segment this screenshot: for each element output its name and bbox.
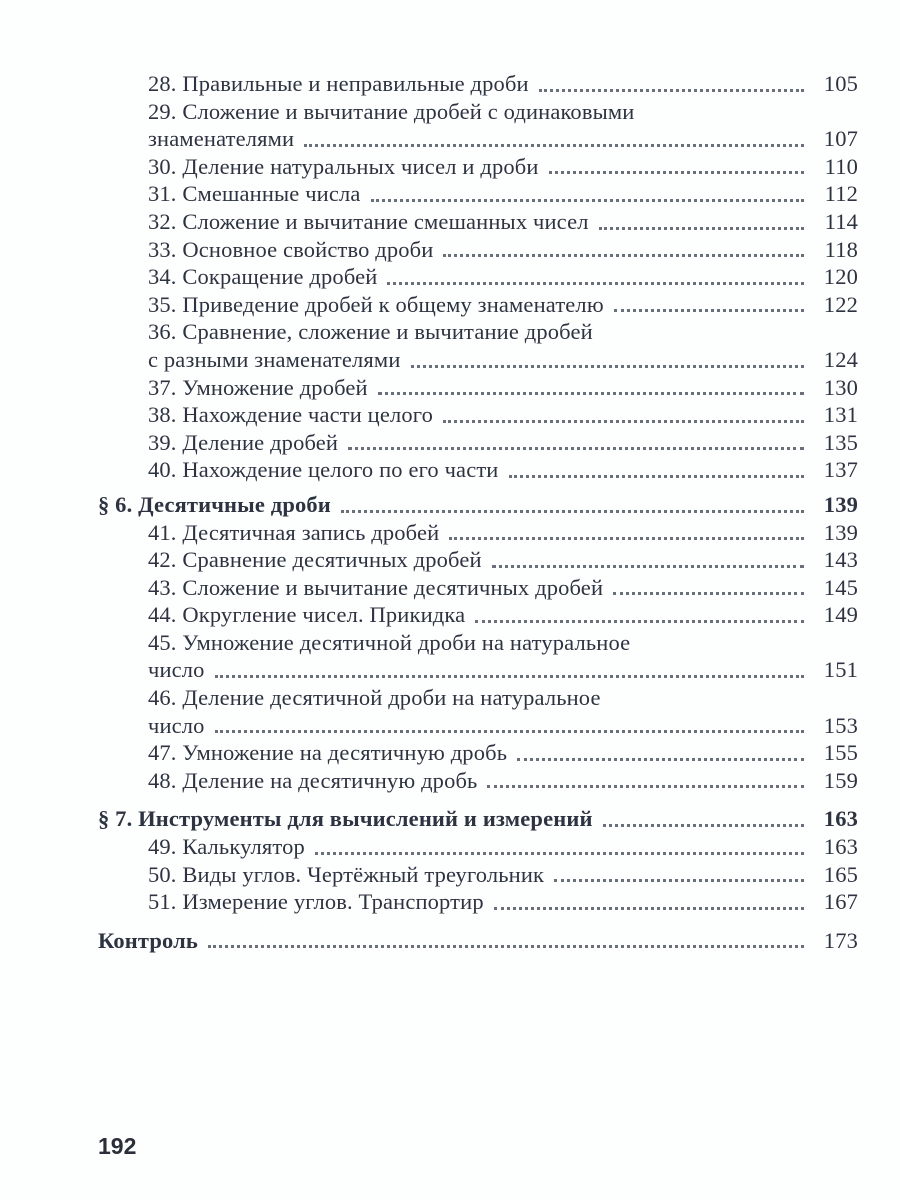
dot-leader (517, 758, 804, 761)
toc-entry-title: 31. Смешанные числа (148, 181, 361, 207)
toc-entry-title: 28. Правильные и неправильные дроби (148, 71, 529, 96)
dot-leader (443, 420, 804, 423)
toc-entry-page: 131 (823, 402, 858, 428)
toc-entry-36[interactable] (98, 346, 858, 374)
toc-entry-42[interactable] (98, 546, 858, 574)
dot-leader (215, 675, 804, 678)
toc-entry-page: 167 (823, 889, 858, 915)
dot-leader (215, 730, 804, 733)
dot-leader (599, 227, 804, 230)
toc-entry-title: 40. Нахождение целого по его части (148, 457, 499, 483)
toc-entry-title: 36. Сравнение, сложение и вычитание дробей (148, 319, 593, 345)
toc-entry-46[interactable] (98, 712, 858, 740)
toc-entry-title-cont: с разными знаменателями (148, 346, 401, 372)
dot-leader (387, 282, 804, 285)
dot-leader (348, 447, 804, 450)
toc-entry-title: 37. Умножение дробей (148, 374, 368, 400)
toc-entry-page: 153 (823, 712, 858, 738)
toc-entry-page: 118 (824, 236, 858, 262)
dot-leader (613, 592, 804, 595)
toc-section-title: § 6. Десятичные дроби (98, 491, 331, 517)
toc-entry-title: 50. Виды углов. Чертёжный треугольник (148, 861, 545, 887)
dot-leader (492, 565, 804, 568)
toc-entry-page: 165 (823, 861, 858, 887)
toc-entry-page: 137 (823, 457, 858, 483)
dot-leader (315, 852, 804, 855)
toc-entry-page: 149 (823, 602, 858, 628)
toc-entry-title: 45. Умножение десятичной дроби на натуральное (148, 629, 631, 655)
toc-section-title: § 7. Инструменты для вычислений и измерений (98, 806, 593, 832)
toc-entry-46-line1[interactable] (98, 684, 858, 712)
toc-entry-41[interactable] (98, 519, 858, 547)
toc-entry-33[interactable] (98, 236, 858, 264)
dot-leader (371, 199, 804, 202)
toc-entry-page: 110 (824, 153, 858, 179)
toc-entry-page: 114 (824, 208, 858, 234)
toc-entry-28[interactable] (98, 70, 858, 98)
toc-entry-page: 163 (823, 834, 858, 860)
toc-entry-32[interactable] (98, 208, 858, 236)
toc-entry-34[interactable] (98, 263, 858, 291)
toc-entry-50[interactable] (98, 861, 858, 889)
toc-entry-title: 49. Калькулятор (148, 834, 305, 860)
toc-entry-page: 151 (823, 657, 858, 683)
toc-entry-40[interactable] (98, 456, 858, 484)
dot-leader (411, 365, 804, 368)
toc-entry-title-cont: число (148, 712, 205, 738)
toc-entry-page: 143 (823, 547, 858, 573)
toc-entry-title: 33. Основное свойство дроби (148, 236, 434, 262)
toc-entry-page: 122 (823, 291, 858, 317)
toc-entry-page: 120 (823, 264, 858, 290)
table-of-contents (98, 70, 858, 954)
toc-entry-39[interactable] (98, 429, 858, 457)
dot-leader (549, 171, 804, 174)
dot-leader (378, 392, 804, 395)
toc-entry-43[interactable] (98, 574, 858, 602)
toc-entry-page: 139 (823, 519, 858, 545)
toc-entry-51[interactable] (98, 888, 858, 916)
toc-entry-page: 124 (823, 346, 858, 372)
toc-entry-45[interactable] (98, 656, 858, 684)
toc-entry-title: 41. Десятичная запись дробей (148, 519, 440, 545)
toc-entry-title: 43. Сложение и вычитание десятичных дробей (148, 574, 604, 600)
toc-entry-37[interactable] (98, 374, 858, 402)
toc-entry-35[interactable] (98, 291, 858, 319)
dot-leader (603, 824, 804, 827)
toc-entry-page: 159 (823, 767, 858, 793)
toc-entry-47[interactable] (98, 739, 858, 767)
toc-entry-30[interactable] (98, 153, 858, 181)
toc-entry-title: 38. Нахождение части целого (148, 402, 434, 428)
dot-leader (614, 309, 804, 312)
toc-entry-title: 42. Сравнение десятичных дробей (148, 547, 482, 573)
toc-entry-38[interactable] (98, 401, 858, 429)
toc-entry-page: 130 (823, 374, 858, 400)
toc-control-page: 173 (823, 927, 858, 953)
toc-entry-title: 39. Деление дробей (148, 429, 339, 455)
toc-entry-31[interactable] (98, 180, 858, 208)
toc-control[interactable] (98, 927, 858, 955)
dot-leader (554, 879, 804, 882)
toc-entry-page: 145 (823, 574, 858, 600)
toc-section-6[interactable] (98, 491, 858, 519)
toc-entry-title: 51. Измерение углов. Транспортир (148, 889, 484, 915)
toc-entry-title: 29. Сложение и вычитание дробей с одинаковыми (148, 98, 635, 124)
toc-entry-48[interactable] (98, 767, 858, 795)
toc-entry-page: 105 (823, 71, 858, 96)
toc-entry-title: 30. Деление натуральных чисел и дроби (148, 153, 539, 179)
toc-entry-page: 155 (823, 740, 858, 766)
toc-entry-29[interactable] (98, 125, 858, 153)
toc-entry-36-line1[interactable] (98, 318, 858, 346)
toc-entry-title: 46. Деление десятичной дроби на натуральное (148, 685, 601, 711)
toc-entry-title: 35. Приведение дробей к общему знаменателю (148, 291, 604, 317)
page-number: 192 (98, 1133, 137, 1159)
toc-section-page: 163 (823, 806, 858, 832)
toc-entry-title: 48. Деление на десятичную дробь (148, 767, 478, 793)
dot-leader (304, 144, 804, 147)
dot-leader (443, 254, 804, 257)
toc-entry-title: 47. Умножение на десятичную дробь (148, 740, 508, 766)
dot-leader (487, 785, 804, 788)
toc-entry-29-line1[interactable] (98, 98, 858, 126)
toc-entry-49[interactable] (98, 833, 858, 861)
toc-entry-44[interactable] (98, 601, 858, 629)
toc-entry-title: 32. Сложение и вычитание смешанных чисел (148, 208, 589, 234)
toc-entry-page: 135 (823, 429, 858, 455)
toc-entry-title: 44. Округление чисел. Прикидка (148, 602, 466, 628)
toc-entry-title-cont: число (148, 657, 205, 683)
dot-leader (494, 907, 804, 910)
dot-leader (208, 945, 804, 948)
dot-leader (539, 89, 804, 92)
dot-leader (341, 510, 804, 513)
toc-entry-page: 112 (824, 181, 858, 207)
dot-leader (449, 537, 804, 540)
toc-entry-title: 34. Сокращение дробей (148, 264, 378, 290)
toc-section-page: 139 (823, 491, 858, 517)
toc-control-title: Контроль (98, 927, 198, 953)
toc-entry-45-line1[interactable] (98, 629, 858, 657)
dot-leader (509, 475, 805, 478)
dot-leader (475, 620, 804, 623)
toc-entry-title-cont: знаменателями (148, 126, 295, 152)
toc-section-7[interactable] (98, 805, 858, 833)
toc-entry-page: 107 (823, 126, 858, 152)
